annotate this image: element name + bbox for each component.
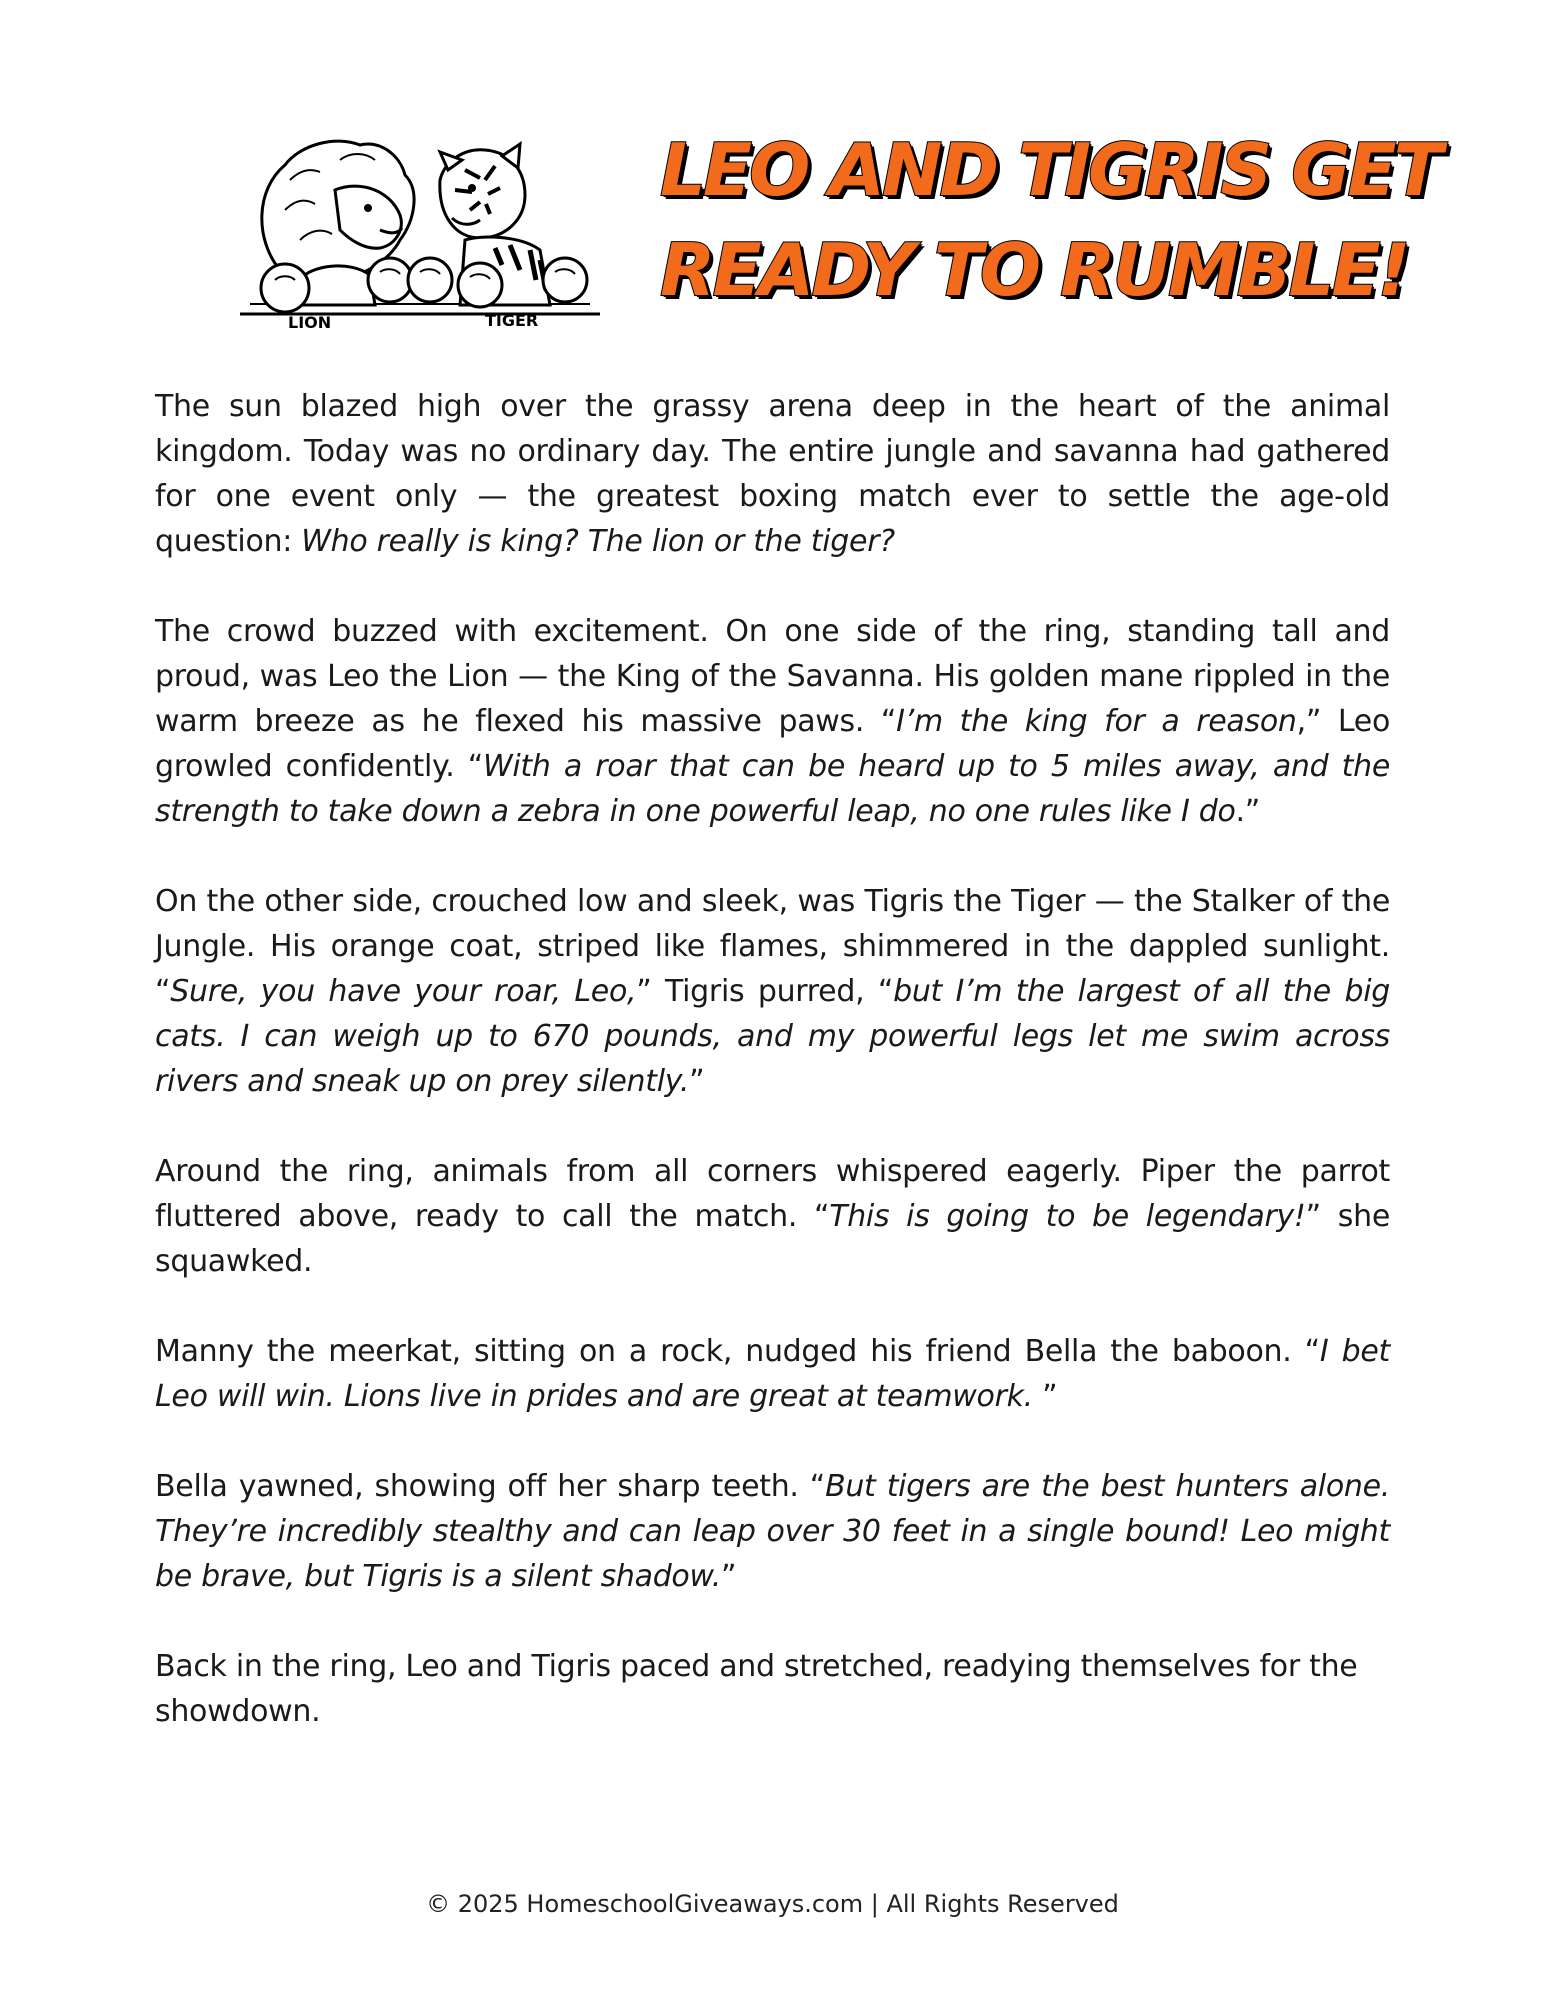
paragraph-text: The sun blazed high over the grassy arena deep in the heart of the animal kingdom. Today was no ordinary day. The entire jungle and savanna had gathered for one event only — the greatest boxing match ever to settle the age-old question: [155,389,1390,559]
lion-figure [261,141,414,312]
title-line-1: LEO AND TIGRIS GET [660,128,1440,212]
tiger-figure [408,144,587,307]
paragraph-italic: With a roar that can be heard up to 5 miles away, and the strength to take down a zebra in one powerful leap, no one rules like I do [155,749,1390,829]
paragraph-text: Bella yawned, showing off her sharp teeth. “ [155,1469,826,1504]
story-body [155,384,1390,1779]
paragraph-italic: but I’m the largest of all the big cats. I can weigh up to 670 pounds, and my powerful legs let me swim across rivers and sneak up on prey silently. [155,974,1390,1099]
footer-copyright: © 2025 HomeschoolGiveaways.com | All Rights Reserved [426,1890,1119,1918]
paragraph-7 [155,1644,1390,1734]
paragraph-italic: This is going to be legendary! [829,1199,1306,1234]
paragraph-text: ” she squawked. [155,1199,1390,1279]
paragraph-5 [155,1329,1390,1419]
lion-label: LION [288,313,332,330]
paragraph-italic: Who really is king? The lion or the tiger? [301,524,895,559]
paragraph-6 [155,1464,1390,1599]
page-title [660,120,1440,320]
paragraph-italic: I’m the king for a reason [896,704,1297,739]
title-line-2: READY TO RUMBLE! [660,228,1408,312]
boxing-cats-image [240,130,610,330]
paragraph-text: ” [721,1559,737,1594]
paragraph-1 [155,384,1390,564]
paragraph-text: Manny the meerkat, sitting on a rock, nudged his friend Bella the baboon. “ [155,1334,1320,1369]
paragraph-text: ” [1042,1379,1058,1414]
paragraph-text: Back in the ring, Leo and Tigris paced and stretched, readying themselves for the showdown. [155,1649,1358,1729]
paragraph-text: ,” Leo growled confidently. “ [155,704,1390,784]
paragraph-text: ” Tigris purred, “ [636,974,894,1009]
paragraph-3 [155,879,1390,1104]
tiger-label: TIGER [485,311,539,330]
paragraph-italic: I bet Leo will win. Lions live in prides and are great at teamwork. [155,1334,1390,1414]
paragraph-italic: Sure, you have your roar, Leo, [170,974,637,1009]
paragraph-4 [155,1149,1390,1284]
lion-tiger-boxing-illustration [240,130,610,330]
paragraph-2 [155,609,1390,834]
paragraph-text: ” [689,1064,705,1099]
paragraph-text: Around the ring, animals from all corners whispered eagerly. Piper the parrot fluttered above, ready to call the match. “ [155,1154,1390,1234]
paragraph-text: The crowd buzzed with excitement. On one side of the ring, standing tall and proud, was Leo the Lion — the King of the Savanna. His golden mane rippled in the warm breeze as he flexed his massive paws. “ [155,614,1390,739]
paragraph-text: .” [1235,794,1261,829]
header [240,120,1440,330]
paragraph-text: On the other side, crouched low and sleek, was Tigris the Tiger — the Stalker of the Jungle. His orange coat, striped like flames, shimmered in the dappled sunlight. “ [155,884,1390,1009]
paragraph-italic: But tigers are the best hunters alone. They’re incredibly stealthy and can leap over 30 feet in a single bound! Leo might be brave, but Tigris is a silent shadow. [155,1469,1391,1594]
